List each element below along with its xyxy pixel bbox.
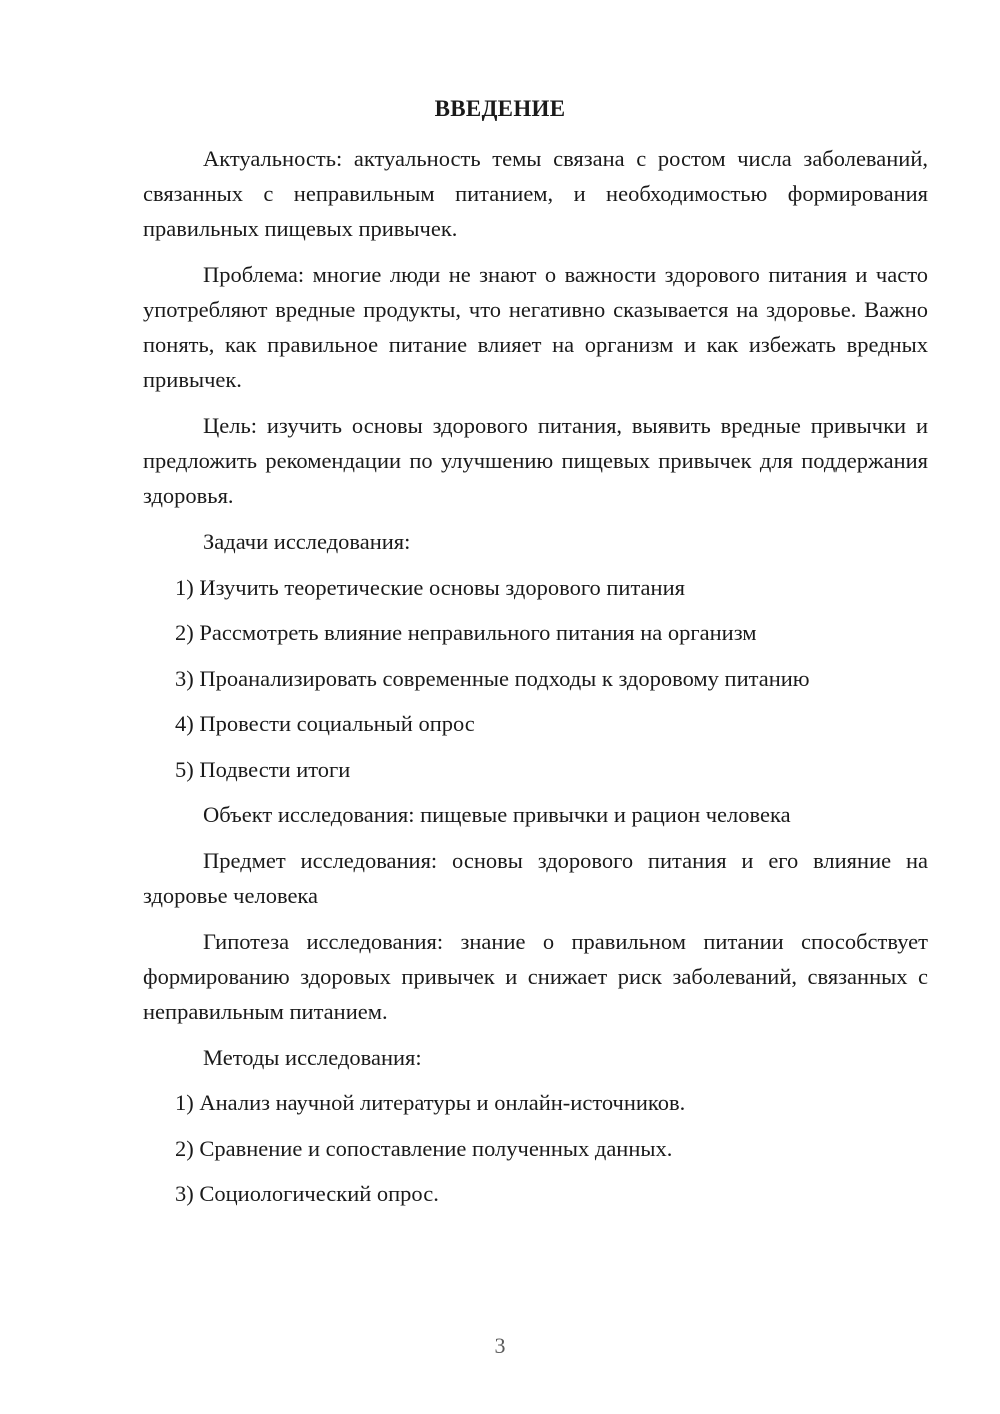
problem-paragraph: Проблема: многие люди не знают о важности здорового питания и часто употребляют вредные продукты, что негативно сказывается на здоровье. Важно понять, как правильное питание влияет на организм и как избежать вредных привычек. [143, 262, 928, 392]
subject-paragraph: Предмет исследования: основы здорового питания и его влияние на здоровье человека [143, 847, 928, 908]
hypothesis-paragraph: Гипотеза исследования: знание о правильном питании способствует формированию здоровых привычек и снижает риск заболеваний, связанных с неправильным питанием. [143, 928, 928, 1024]
method-item: 1) Анализ научной литературы и онлайн-источников. [175, 1090, 686, 1115]
goal-paragraph: Цель: изучить основы здорового питания, выявить вредные привычки и предложить рекомендации по улучшению пищевых привычек для поддержания здоровья. [143, 413, 928, 508]
page-number: 3 [494, 1333, 506, 1358]
task-item: 3) Проанализировать современные подходы к здоровому питанию [175, 665, 810, 691]
method-item: 3) Социологический опрос. [175, 1181, 439, 1206]
task-item: 5) Подвести итоги [175, 756, 351, 782]
document-body [143, 141, 928, 1222]
object-paragraph: Объект исследования: пищевые привычки и рацион человека [203, 802, 791, 827]
task-item: 4) Провести социальный опрос [175, 711, 475, 736]
task-item: 1) Изучить теоретические основы здорового питания [175, 574, 685, 600]
methods-heading: Методы исследования: [203, 1044, 422, 1070]
relevance-paragraph: Актуальность: актуальность темы связана с ростом числа заболеваний, связанных с неправильным питанием, и необходимостью формирования правильных пищевых привычек. [143, 146, 928, 241]
tasks-heading: Задачи исследования: [203, 529, 411, 554]
page-title: ВВЕДЕНИЕ [434, 96, 566, 121]
method-item: 2) Сравнение и сопоставление полученных данных. [175, 1135, 673, 1161]
task-item: 2) Рассмотреть влияние неправильного питания на организм [175, 620, 757, 645]
